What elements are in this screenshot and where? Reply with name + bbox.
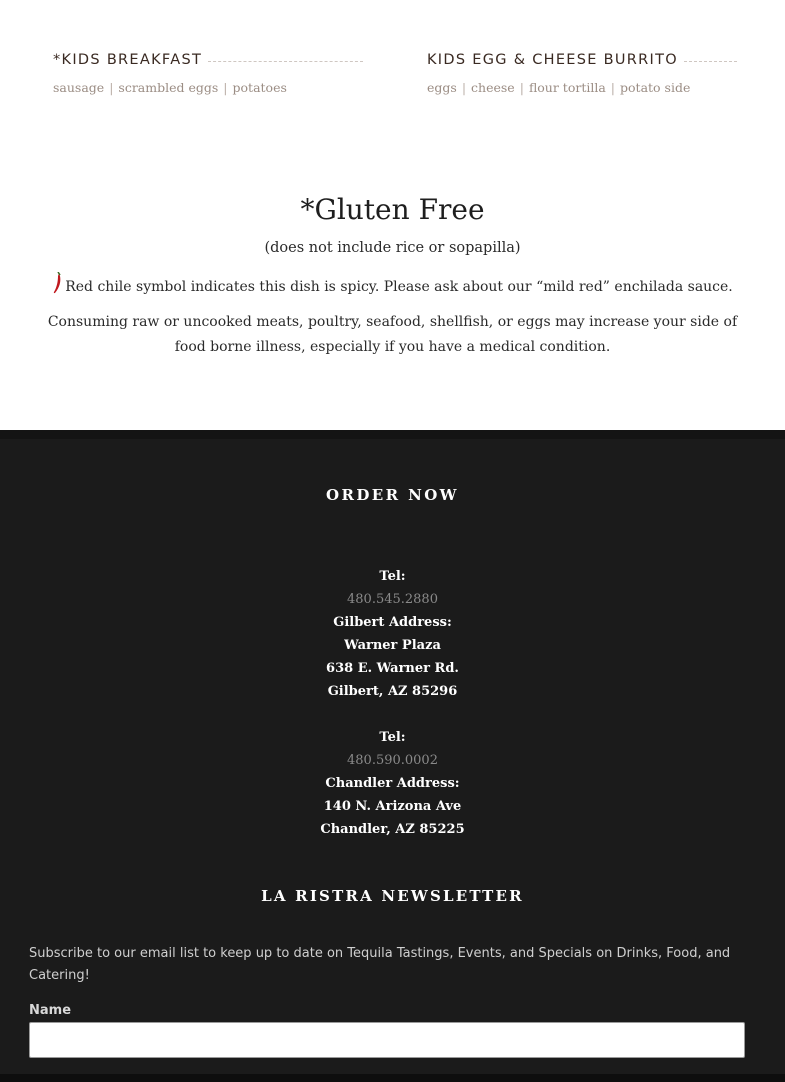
consumption-warning: Consuming raw or uncooked meats, poultry, seafood, shellfish, or eggs may increase your side of food borne illness, especially if you have a medical condition. <box>47 314 738 355</box>
ingredient: sausage <box>53 80 105 95</box>
newsletter-heading: LA RISTRA NEWSLETTER <box>261 887 524 905</box>
ingredient: cheese <box>471 80 515 95</box>
separator: | <box>223 80 228 95</box>
chandler-contact <box>0 726 785 841</box>
menu-item-kids-breakfast <box>53 52 363 95</box>
address-line: Chandler, AZ 85225 <box>320 822 465 837</box>
tel-label: Tel: <box>379 730 406 745</box>
dotted-leader <box>684 61 737 62</box>
chandler-phone-link[interactable]: 480.590.0002 <box>347 753 438 768</box>
menu-item-header <box>427 52 737 68</box>
separator: | <box>610 80 616 95</box>
menu-section <box>0 0 785 430</box>
address-label: Chandler Address: <box>325 776 460 791</box>
menu-item-title: KIDS EGG & CHEESE BURRITO <box>427 52 679 68</box>
menu-item-kids-burrito <box>427 52 737 95</box>
name-field-label: Name <box>29 1003 72 1018</box>
dotted-leader <box>208 61 363 62</box>
gilbert-phone-link[interactable]: 480.545.2880 <box>347 592 438 607</box>
footer-top-band <box>0 430 785 439</box>
address-line: 140 N. Arizona Ave <box>323 799 462 814</box>
ingredient: flour tortilla <box>528 80 606 95</box>
newsletter-description: Subscribe to our email list to keep up to date on Tequila Tastings, Events, and Specials on Drinks, Food, and Catering! <box>29 946 731 983</box>
ingredient: eggs <box>427 80 457 95</box>
separator: | <box>519 80 524 95</box>
menu-item-header <box>53 52 363 68</box>
ingredient: scrambled eggs <box>118 80 219 95</box>
separator: | <box>461 80 467 95</box>
address-line: Gilbert, AZ 85296 <box>327 684 458 699</box>
menu-item-ingredients <box>53 80 363 95</box>
address-line: 638 E. Warner Rd. <box>326 661 459 676</box>
footer <box>0 430 785 1082</box>
address-label: Gilbert Address: <box>333 615 452 630</box>
ingredient: potatoes <box>232 80 287 95</box>
ingredient: potato side <box>620 80 691 95</box>
address-line: Warner Plaza <box>344 638 441 653</box>
separator: | <box>109 80 114 95</box>
chile-legend <box>0 272 785 298</box>
gilbert-contact <box>0 565 785 703</box>
name-input[interactable] <box>29 1022 745 1058</box>
tel-label: Tel: <box>379 569 406 584</box>
red-chile-pepper-icon <box>52 272 62 298</box>
menu-item-title: *KIDS BREAKFAST <box>53 52 203 68</box>
gluten-free-heading: *Gluten Free <box>300 193 485 226</box>
menu-item-ingredients <box>427 80 737 95</box>
chile-legend-text: Red chile symbol indicates this dish is spicy. Please ask about our “mild red” enchilada sauce. <box>65 279 733 295</box>
order-now-heading: ORDER NOW <box>326 486 459 504</box>
gluten-free-note: (does not include rice or sopapilla) <box>264 240 521 256</box>
bottom-strip <box>0 1074 785 1082</box>
